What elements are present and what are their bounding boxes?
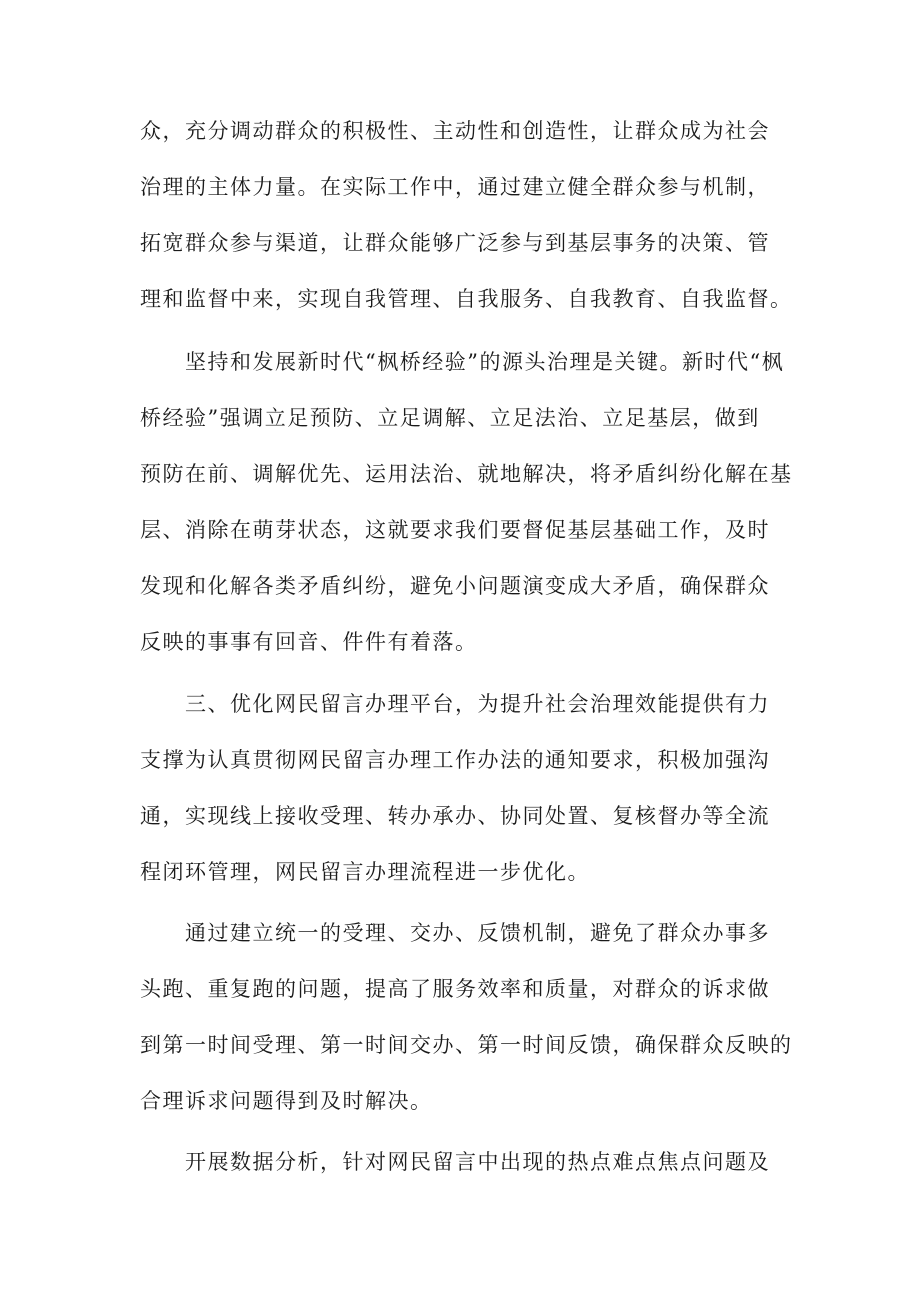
paragraph-line: 头跑、重复跑的问题，提高了服务效率和质量，对群众的诉求做 — [140, 977, 770, 1001]
paragraph-line: 预防在前、调解优先、运用法治、就地解决，将矛盾纠纷化解在基 — [140, 462, 793, 486]
paragraph-line: 到第一时间受理、第一时间交办、第一时间反馈，确保群众反映的 — [140, 1033, 793, 1057]
paragraph-line: 桥经验”强调立足预防、立足调解、立足法治、立足基层，做到 — [140, 406, 760, 430]
paragraph-line: 通，实现线上接收受理、转办承办、协同处置、复核督办等全流 — [140, 804, 770, 828]
paragraph-line: 理和监督中来，实现自我管理、自我服务、自我教育、自我监督。 — [140, 287, 793, 311]
paragraph-line: 反映的事事有回音、件件有着落。 — [140, 630, 478, 654]
paragraph-line: 开展数据分析，针对网民留言中出现的热点难点焦点问题及 — [185, 1150, 770, 1174]
paragraph-line: 支撑为认真贯彻网民留言办理工作办法的通知要求，积极加强沟 — [140, 748, 770, 772]
paragraph-line: 众，充分调动群众的积极性、主动性和创造性，让群众成为社会 — [140, 119, 770, 143]
paragraph-line: 程闭环管理，网民留言办理流程进一步优化。 — [140, 860, 590, 884]
paragraph-line: 三、优化网民留言办理平台，为提升社会治理效能提供有力 — [185, 692, 770, 716]
paragraph-line: 发现和化解各类矛盾纠纷，避免小问题演变成大矛盾，确保群众 — [140, 574, 770, 598]
paragraph-line: 治理的主体力量。在实际工作中，通过建立健全群众参与机制， — [140, 175, 770, 199]
paragraph-line: 拓宽群众参与渠道，让群众能够广泛参与到基层事务的决策、管 — [140, 231, 770, 255]
paragraph-line: 层、消除在萌芽状态，这就要求我们要督促基层基础工作，及时 — [140, 518, 770, 542]
paragraph-line: 通过建立统一的受理、交办、反馈机制，避免了群众办事多 — [185, 921, 770, 945]
paragraph-line: 合理诉求问题得到及时解决。 — [140, 1089, 433, 1113]
paragraph-line: 坚持和发展新时代“枫桥经验”的源头治理是关键。新时代“枫 — [185, 350, 785, 374]
